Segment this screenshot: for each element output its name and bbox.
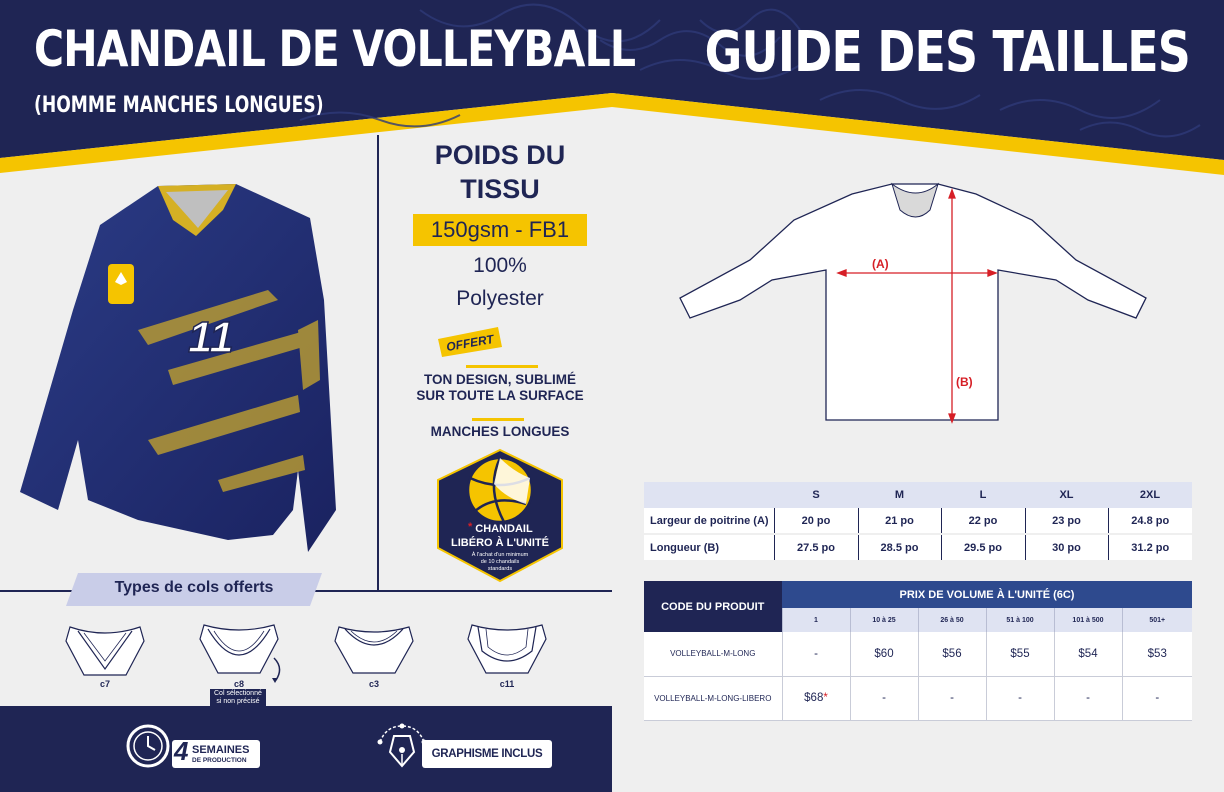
badge-line1: CHANDAIL: [475, 523, 533, 535]
fabric-weight-tag: 150gsm - FB1: [413, 214, 587, 246]
table-row: [644, 534, 1192, 560]
table-row: [644, 632, 1192, 676]
size-guide-title: GUIDE DES TAILLES: [704, 20, 1190, 85]
jersey-number: 11: [188, 313, 234, 362]
default-collar-note-line1: Col sélectionné: [214, 690, 262, 697]
size-table: [644, 482, 1192, 560]
feature-separator: [472, 418, 524, 421]
badge-note2: de 10 chandails: [480, 559, 520, 565]
fabric-title-line1: POIDS DU: [434, 140, 566, 170]
default-collar-note-line2: si non précisé: [216, 697, 260, 705]
offert-underline: [466, 365, 538, 368]
price-cell: -: [782, 632, 850, 676]
badge-star: *: [468, 521, 473, 533]
row-label-length: Longueur (B): [644, 534, 774, 560]
collar-c7-label: c7: [99, 679, 110, 689]
row-label-chest: Largeur de poitrine (A): [644, 508, 774, 534]
measure-a-label: (A): [872, 257, 889, 271]
graphics-included-label: GRAPHISME INCLUS: [431, 748, 543, 760]
quantity-header: 501+: [1122, 608, 1192, 632]
quantity-header: 10 à 25: [850, 608, 918, 632]
size-header-empty: [644, 482, 774, 508]
table-row: [644, 676, 1192, 720]
table-cell: 30 po: [1025, 534, 1108, 560]
collar-c8-label: c8: [233, 679, 244, 689]
size-header-s: S: [774, 482, 858, 508]
quantity-header: 26 à 50: [918, 608, 986, 632]
table-cell: 23 po: [1025, 508, 1108, 534]
table-row: [644, 508, 1192, 534]
price-cell: $56: [918, 632, 986, 676]
size-header-l: L: [941, 482, 1025, 508]
badge-line2: LIBÉRO À L'UNITÉ: [451, 537, 549, 549]
volume-price-header: PRIX DE VOLUME À L'UNITÉ (6C): [782, 581, 1192, 608]
offert-label: OFFERT: [445, 331, 495, 355]
collars-title: Types de cols offerts: [114, 579, 274, 596]
design-line2: SUR TOUTE LA SURFACE: [416, 388, 584, 403]
price-cell: -: [1054, 676, 1122, 720]
table-cell: 21 po: [858, 508, 941, 534]
price-cell: $53: [1122, 632, 1192, 676]
size-header-2xl: 2XL: [1108, 482, 1192, 508]
libero-price: $68: [804, 692, 824, 704]
clock-icon: [124, 722, 172, 770]
price-table: [644, 581, 1192, 721]
size-header-row: [644, 482, 1192, 508]
price-cell: -: [1122, 676, 1192, 720]
fabric-composition-line2: Polyester: [456, 287, 544, 310]
table-cell: 20 po: [774, 508, 858, 534]
collar-c3-icon: [333, 617, 415, 679]
price-header-row: [644, 581, 1192, 608]
libero-badge: [434, 448, 566, 583]
production-weeks-sub: DE PRODUCTION: [192, 757, 247, 764]
measurement-diagram: [676, 180, 1156, 430]
badge-note3: standards: [487, 566, 513, 572]
measure-b-label: (B): [956, 375, 973, 389]
libero-star: *: [823, 692, 828, 704]
sleeve-feature: MANCHES LONGUES: [430, 424, 570, 439]
curved-arrow-icon: [268, 656, 284, 684]
product-title: CHANDAIL DE VOLLEYBALL: [34, 20, 636, 78]
pen-tool-icon: [376, 722, 428, 770]
price-cell: -: [986, 676, 1054, 720]
collar-c3-label: c3: [368, 679, 379, 689]
design-feature: [395, 372, 605, 404]
price-cell: $60: [850, 632, 918, 676]
collar-c11-label: c11: [499, 679, 515, 689]
jersey-image: [18, 180, 338, 560]
product-code: VOLLEYBALL-M-LONG: [644, 632, 782, 676]
table-cell: 31.2 po: [1108, 534, 1192, 560]
design-line1: TON DESIGN, SUBLIMÉ: [423, 372, 576, 387]
size-header-xl: XL: [1025, 482, 1108, 508]
fabric-info: [385, 138, 615, 312]
price-cell: $55: [986, 632, 1054, 676]
production-weeks-number: 4: [174, 736, 189, 766]
price-cell: [782, 676, 850, 720]
product-code-header: CODE DU PRODUIT: [644, 581, 782, 632]
product-subtitle: (HOMME MANCHES LONGUES): [34, 93, 324, 118]
fabric-title-line2: TISSU: [460, 174, 540, 204]
table-cell: 22 po: [941, 508, 1025, 534]
price-cell: $54: [1054, 632, 1122, 676]
price-cell: -: [918, 676, 986, 720]
fabric-composition-line1: 100%: [473, 254, 527, 277]
quantity-header: 101 à 500: [1054, 608, 1122, 632]
table-cell: 24.8 po: [1108, 508, 1192, 534]
production-weeks-label: SEMAINES: [192, 744, 250, 756]
table-cell: 29.5 po: [941, 534, 1025, 560]
default-collar-note: [210, 689, 266, 706]
quantity-header: 1: [782, 608, 850, 632]
table-cell: 27.5 po: [774, 534, 858, 560]
product-code: VOLLEYBALL-M-LONG-LIBERO: [644, 676, 782, 720]
table-cell: 28.5 po: [858, 534, 941, 560]
collar-c7-icon: [64, 617, 146, 679]
badge-note1: À l'achat d'un minimum: [471, 552, 529, 558]
column-divider: [377, 135, 379, 590]
quantity-header: 51 à 100: [986, 608, 1054, 632]
price-cell: -: [850, 676, 918, 720]
size-header-m: M: [858, 482, 941, 508]
collar-c11-icon: [466, 617, 548, 679]
offert-badge: [434, 325, 504, 359]
